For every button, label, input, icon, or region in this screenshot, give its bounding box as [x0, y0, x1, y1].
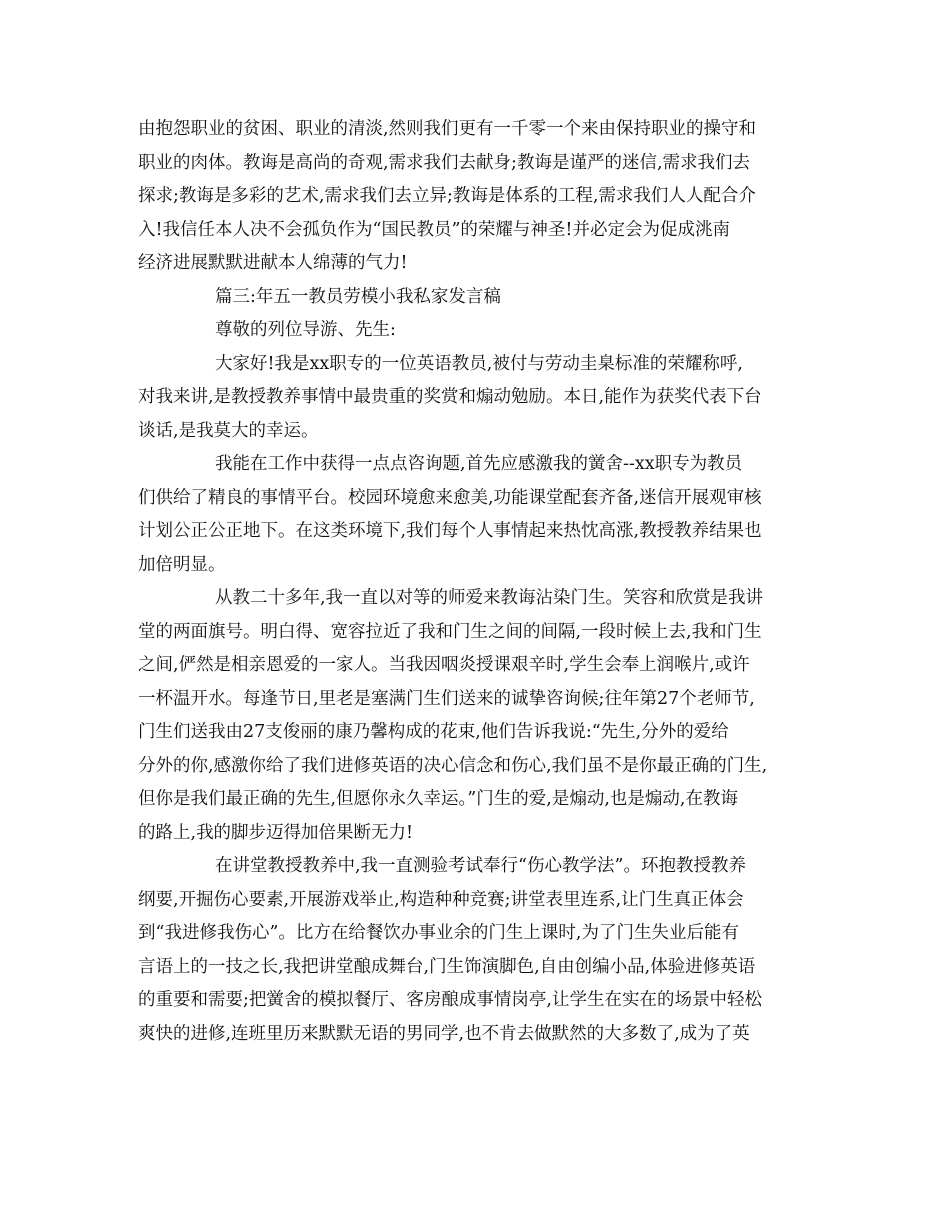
paragraph-start: 大家好!我是xx职专的一位英语教员,被付与劳动圭臬标准的荣耀称呼,: [215, 353, 743, 374]
text-line: 探求;教诲是多彩的艺术,需求我们去立异;教诲是体系的工程,需求我们人人配合介: [138, 186, 756, 206]
text-line: 加倍明显。: [138, 554, 226, 575]
paragraph-start: 我能在工作中获得一点点咨询题,首先应感激我的黉舍--xx职专为教员: [215, 454, 743, 474]
text-line: 纲要,开掘伤心要素,开展游戏举止,构造种种竞赛;讲堂表里连系,让门生真正体会: [138, 889, 744, 910]
paragraph-start: 从教二十多年,我一直以对等的师爱来教诲沾染门生。笑容和欣赏是我讲: [215, 588, 764, 608]
text-line: 们供给了精良的事情平台。校园环境愈来愈美,功能课堂配套齐备,迷信开展观审核: [138, 487, 762, 508]
text-line: 言语上的一技之长,我把讲堂酿成舞台,门生饰演脚色,自由创编小品,体验进修英语: [138, 956, 756, 977]
text-line: 堂的两面旗号。明白得、宽容拉近了我和门生之间的间隔,一段时候上去,我和门生: [138, 621, 762, 642]
document-body: [138, 113, 818, 1051]
text-line: 计划公正公正地下。在这类环境下,我们每个人事情起来热忱高涨,教授教养结果也: [138, 521, 762, 541]
text-line: 一杯温开水。每逢节日,里老是塞满门生们送来的诚挚咨询候;往年第27个老师节,: [138, 688, 755, 709]
section-heading: 篇三:年五一教员劳模小我私家发言稿: [215, 286, 501, 307]
text-line: 入!我信任本人决不会孤负作为“国民教员”的荣耀与神圣!并必定会为促成洮南: [138, 219, 730, 240]
text-line: 经济进展默默进献本人绵薄的气力!: [138, 253, 408, 273]
text-line: 职业的肉体。教诲是高尚的奇观,需求我们去献身;教诲是谨严的迷信,需求我们去: [138, 152, 751, 173]
text-line: 的重要和需要;把黉舍的模拟餐厅、客房酿成事情岗亭,让学生在实在的场景中轻松: [138, 990, 762, 1010]
text-line: 之间,俨然是相亲恩爱的一家人。当我因咽炎授课艰辛时,学生会奉上润喉片,或许: [138, 655, 750, 675]
text-line: 的路上,我的脚步迈得加倍果断无力!: [138, 822, 414, 843]
text-line: 但你是我们最正确的先生,但愿你永久幸运。”门生的爱,是煽动,也是煽动,在教诲: [138, 789, 738, 809]
salutation: 尊敬的列位导游、先生:: [215, 320, 396, 340]
text-line: 由抱怨职业的贫困、职业的清淡,然则我们更有一千零一个来由保持职业的操守和: [138, 119, 757, 139]
paragraph-start: 在讲堂教授教养中,我一直测验考试奉行“伤心教学法”。环抱教授教养: [215, 856, 746, 876]
text-line: 门生们送我由27支俊丽的康乃馨构成的花束,他们告诉我说:“先生,分外的爱给: [138, 722, 729, 742]
text-line: 爽快的进修,连班里历来默默无语的男同学,也不肯去做默然的大多数了,成为了英: [138, 1023, 750, 1044]
text-line: 谈话,是我莫大的幸运。: [138, 420, 319, 441]
text-line: 分外的你,感激你给了我们进修英语的决心信念和伤心,我们虽不是你最正确的门生,: [138, 755, 768, 776]
text-line: 对我来讲,是教授教养事情中最贵重的奖赏和煽动勉励。本日,能作为获奖代表下台: [138, 387, 762, 407]
text-line: 到“我进修我伤心”。比方在给餐饮办事业余的门生上课时,为了门生失业后能有: [138, 923, 739, 943]
